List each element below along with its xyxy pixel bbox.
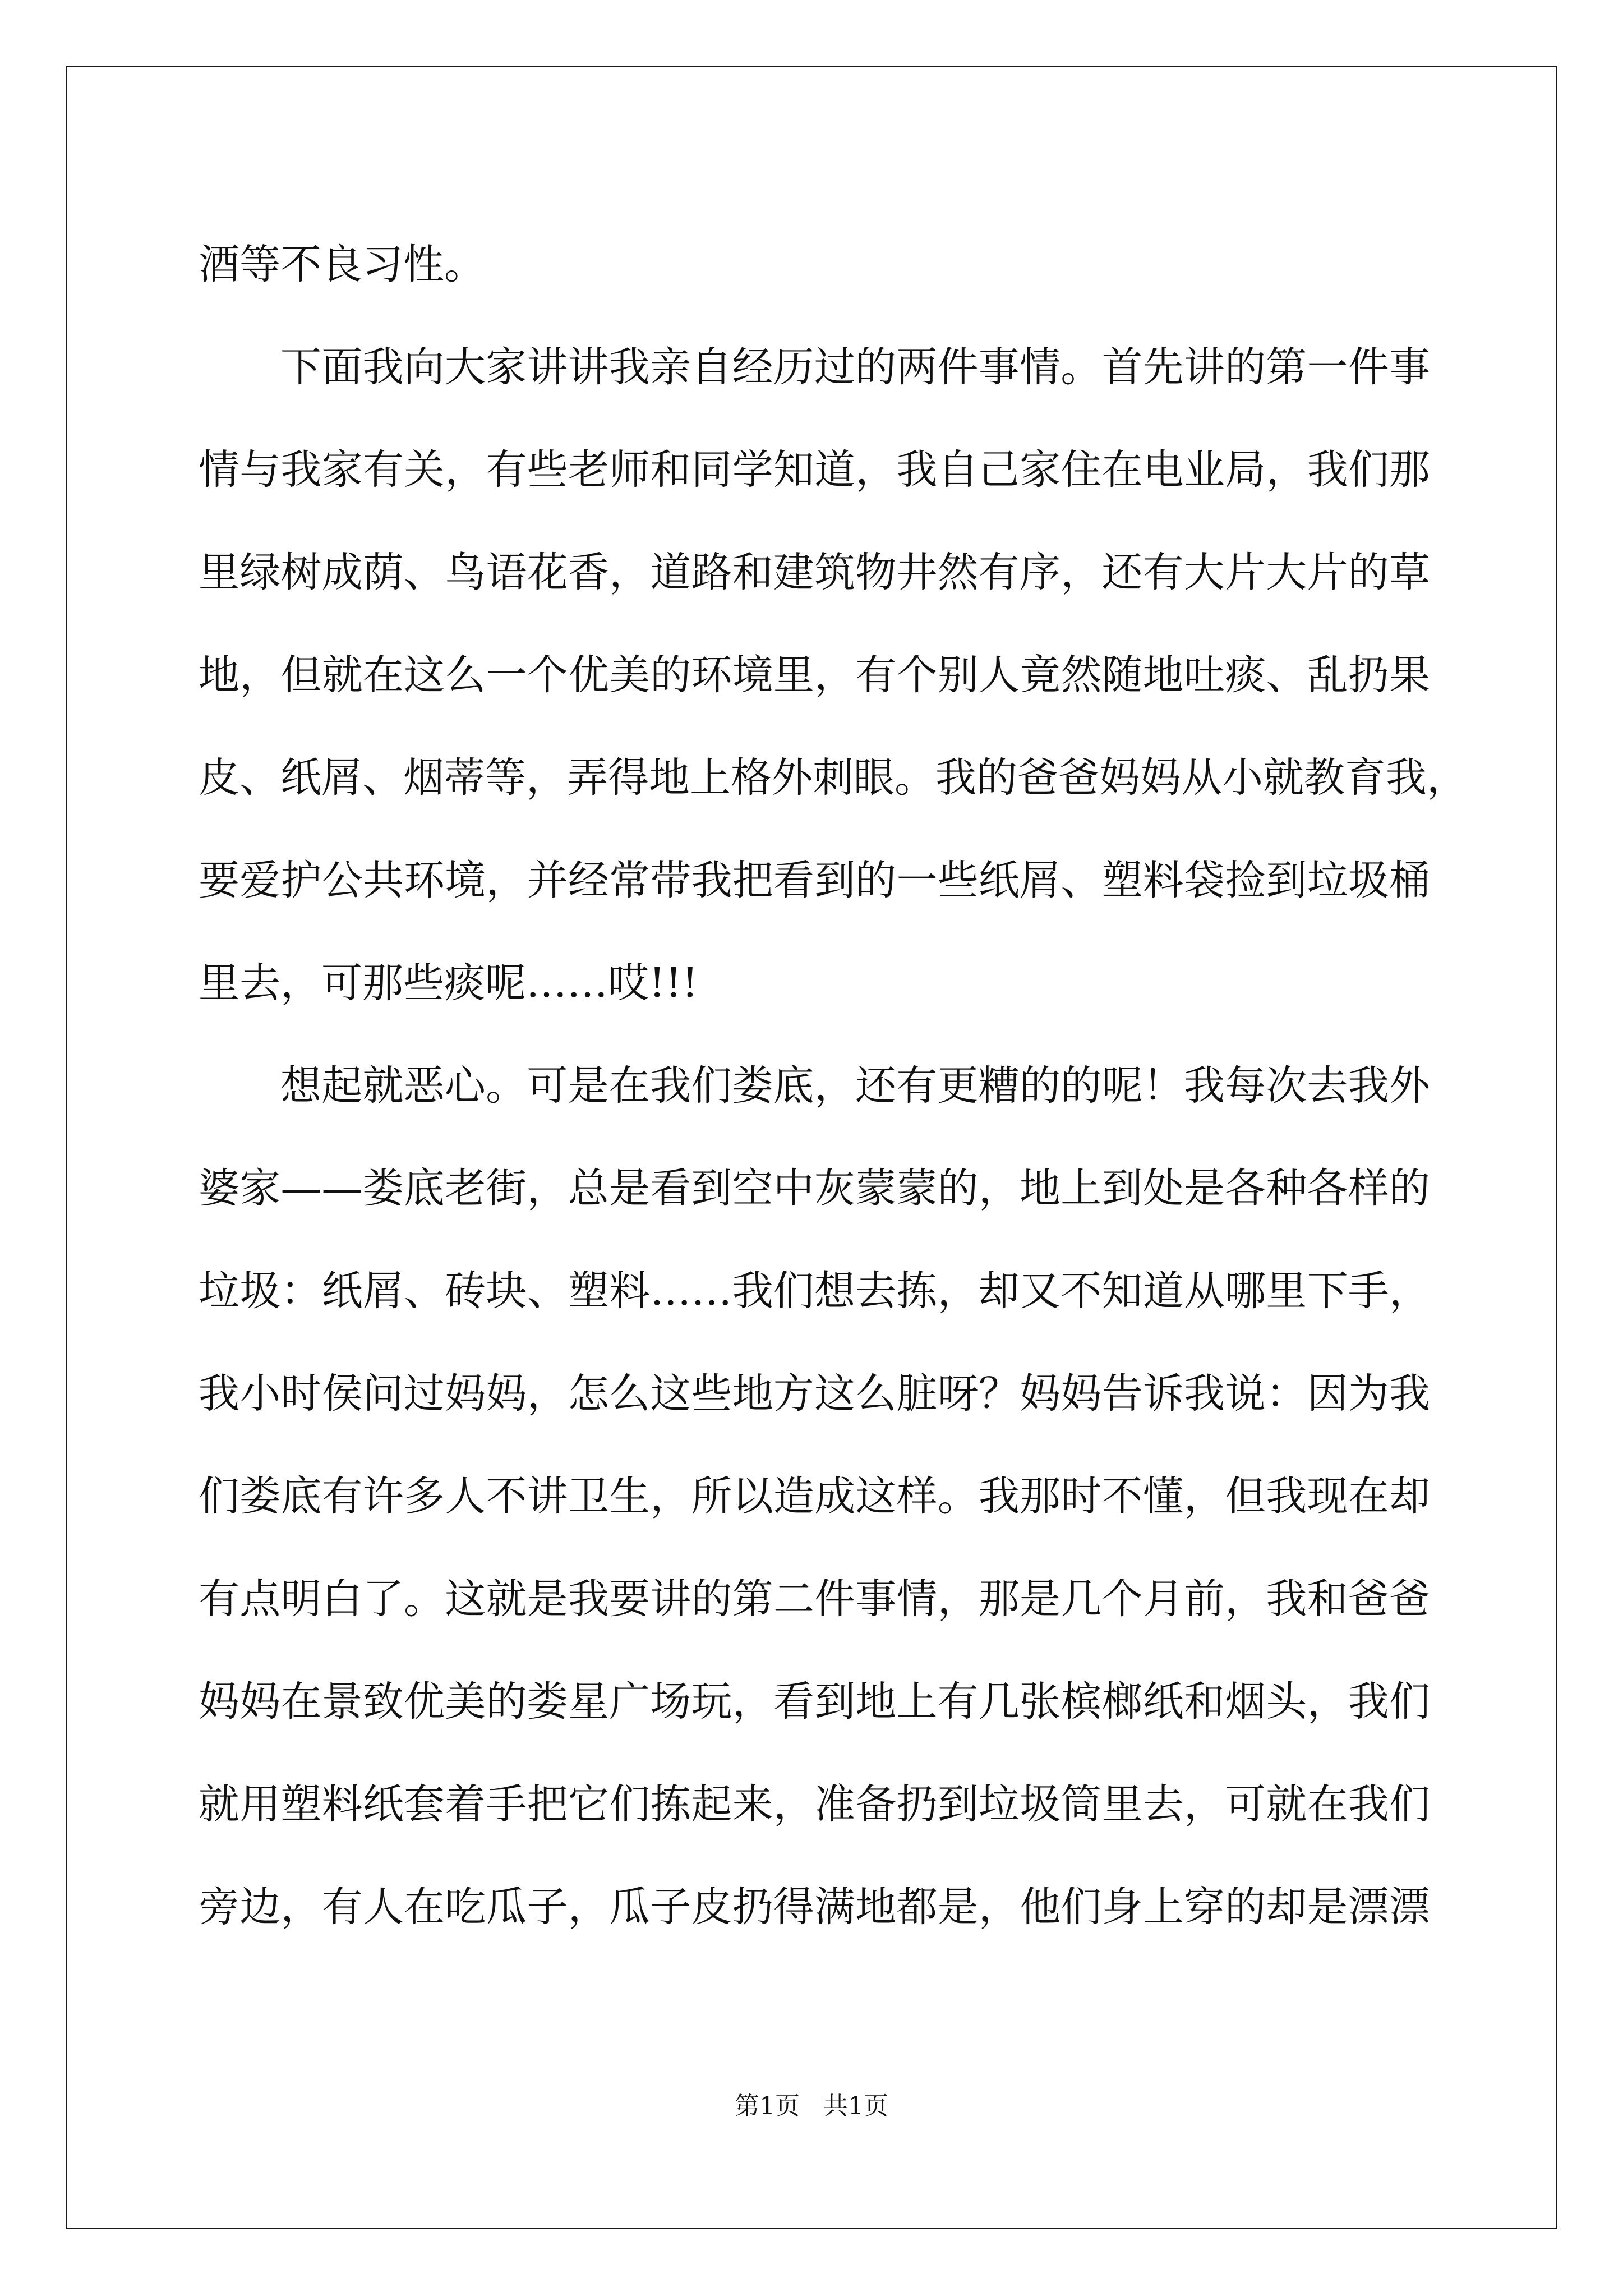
text-line: 旁边，有人在吃瓜子，瓜子皮扔得满地都是，他们身上穿的却是漂漂 — [199, 1883, 1430, 1931]
text-line: 皮、纸屑、烟蒂等，弄得地上格外刺眼。我的爸爸妈妈从小就教育我， — [199, 754, 1468, 802]
text-line: 婆家——娄底老街，总是看到空中灰蒙蒙的，地上到处是各种各样的 — [199, 1165, 1430, 1212]
text-line: 们娄底有许多人不讲卫生，所以造成这样。我那时不懂，但我现在却 — [199, 1473, 1430, 1520]
text-line: 我小时侯问过妈妈，怎么这些地方这么脏呀？妈妈告诉我说：因为我 — [199, 1370, 1430, 1418]
text-line: 情与我家有关，有些老师和同学知道，我自己家住在电业局，我们那 — [199, 446, 1430, 494]
text-line: 地，但就在这么一个优美的环境里，有个别人竟然随地吐痰、乱扔果 — [199, 651, 1430, 699]
text-line: 有点明白了。这就是我要讲的第二件事情，那是几个月前，我和爸爸 — [199, 1575, 1430, 1623]
text-line: 里绿树成荫、鸟语花香，道路和建筑物井然有序，还有大片大片的草 — [199, 549, 1430, 596]
text-line: 就用塑料纸套着手把它们拣起来，准备扔到垃圾筒里去，可就在我们 — [199, 1780, 1430, 1828]
document-body — [199, 213, 1468, 1958]
text-line: 下面我向大家讲讲我亲自经历过的两件事情。首先讲的第一件事 — [280, 343, 1430, 391]
page-footer: 第1页 共1页 — [735, 2092, 888, 2120]
text-line: 妈妈在景致优美的娄星广场玩，看到地上有几张槟榔纸和烟头，我们 — [199, 1678, 1430, 1726]
text-line: 想起就恶心。可是在我们娄底，还有更糟的的呢！我每次去我外 — [280, 1062, 1430, 1110]
text-line: 酒等不良习性。 — [199, 241, 485, 288]
text-line: 里去，可那些痰呢……哎!!! — [199, 959, 699, 1007]
text-line: 要爱护公共环境，并经常带我把看到的一些纸屑、塑料袋捡到垃圾桶 — [199, 857, 1430, 904]
text-line: 垃圾：纸屑、砖块、塑料……我们想去拣，却又不知道从哪里下手， — [199, 1267, 1430, 1315]
